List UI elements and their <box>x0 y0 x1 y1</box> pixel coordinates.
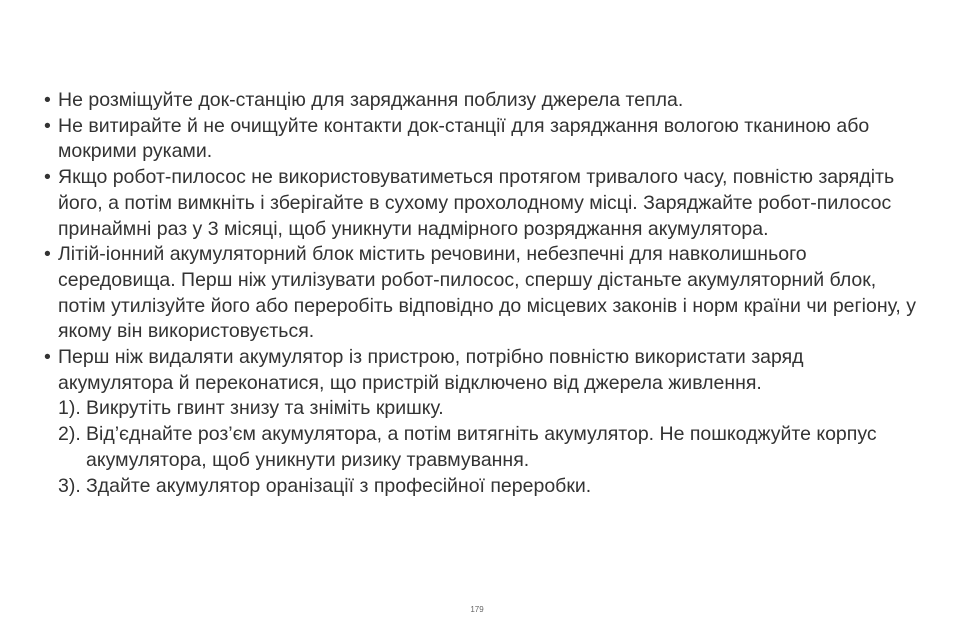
step-item <box>58 422 924 473</box>
bullet-item <box>44 242 924 345</box>
bullet-item <box>44 114 924 165</box>
step-item <box>58 396 924 422</box>
bullet-dot: • <box>44 166 51 189</box>
bullet-item <box>44 345 924 499</box>
step-number: 3). <box>58 474 81 497</box>
step-text: Здайте акумулятор оранізації з професійної переробки. <box>86 474 592 497</box>
bullet-text: Якщо робот-пилосос не використовуватиметься протягом тривалого часу, повністю зарядіть його, а потім вимкніть і зберігайте в сухому прохолодному місці. Заряджайте робот-пилосос принаймні раз у 3 місяці, щоб уникнути надмірного розряджання акумулятора. <box>58 166 895 240</box>
bullet-dot: • <box>44 114 51 137</box>
bullet-text: Літій-іонний акумуляторний блок містить речовини, небезпечні для навколишнього середовища. Перш ніж утилізувати робот-пилосос, спершу дістаньте акумуляторний блок, потім утилізуйте його або переробіть відповідно до місцевих законів і норм країни чи регіону, у якому він використовується. <box>58 243 916 343</box>
page-content <box>44 88 924 499</box>
step-item <box>58 474 924 500</box>
bullet-item <box>44 165 924 242</box>
step-text: Від’єднайте роз’єм акумулятора, а потім витягніть акумулятор. Не пошкоджуйте корпус акумулятора, щоб уникнути ризику травмування. <box>86 423 877 471</box>
step-number: 1). <box>58 397 81 420</box>
bullet-dot: • <box>44 346 51 369</box>
bullet-text: Перш ніж видаляти акумулятор із пристрою, потрібно повністю використати заряд акумулятора й переконатися, що пристрій відключено від джерела живлення. <box>58 346 804 394</box>
step-text: Викрутіть гвинт знизу та зніміть кришку. <box>86 397 444 420</box>
removal-steps-list <box>58 396 924 499</box>
bullet-text: Не розміщуйте док-станцію для заряджання поблизу джерела тепла. <box>58 89 684 111</box>
bullet-text: Не витирайте й не очищуйте контакти док-станції для заряджання вологою тканиною або мокрими руками. <box>58 114 870 163</box>
step-number: 2). <box>58 423 81 446</box>
bullet-item <box>44 88 924 114</box>
bullet-dot: • <box>44 89 51 111</box>
page-number: 179 <box>470 605 484 614</box>
safety-bullet-list <box>44 88 924 499</box>
bullet-dot: • <box>44 243 51 266</box>
